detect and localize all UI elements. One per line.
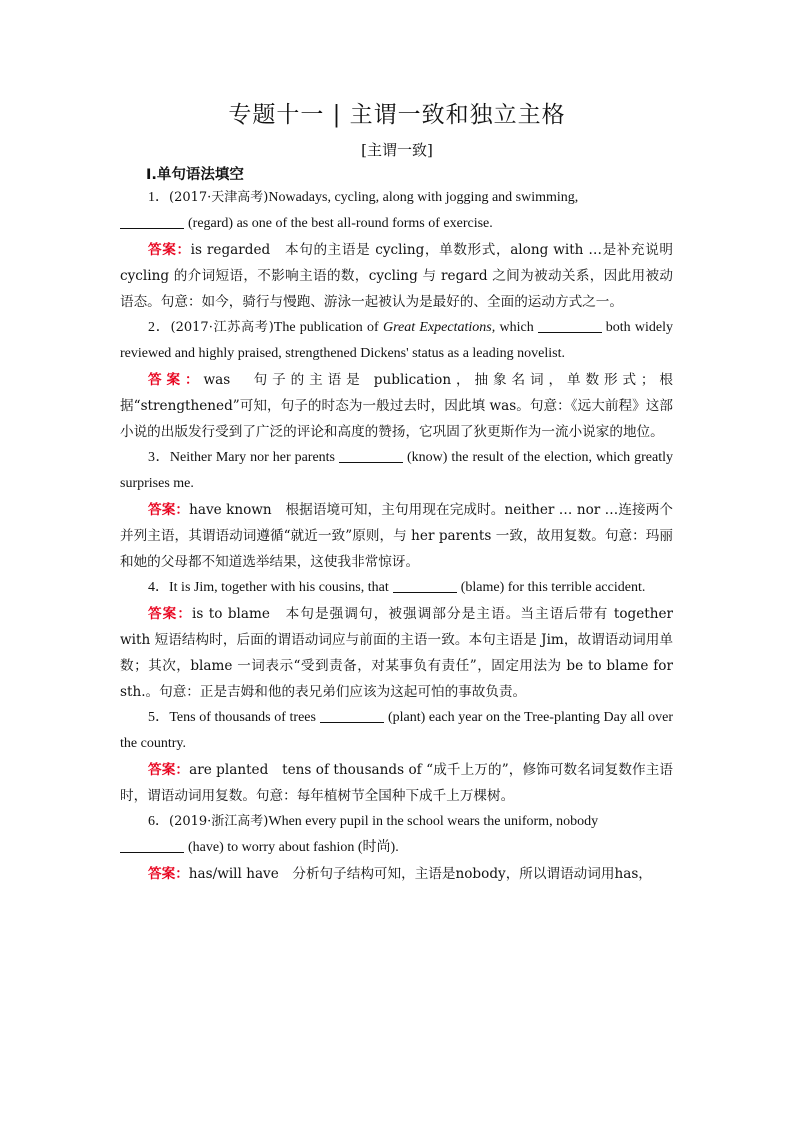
answer-label: 答案 xyxy=(148,372,185,388)
answer-text: was 句子的主语是 publication，抽象名词，单数形式；根据“strengthened”可知，句子的时态为一般过去时，因此填 was。句意：《远大前程》这部小说的出版发行受到了广泛的评论和高度的赞扬，它巩固了狄更斯作为一流小说家的地位。 xyxy=(120,372,674,440)
page-title: 专题十一 | 主谓一致和独立主格 xyxy=(228,102,566,128)
answer-text: have known 根据语境可知，主句用现在完成时。neither … nor …连接两个并列主语，其谓语动词遵循“就近一致”原则，与 her parents 一致，故用复数。句意：玛丽和她的父母都不知道选举结果，这使我非常惊讶。 xyxy=(120,502,674,570)
book-title: Great Expectations, xyxy=(383,320,496,335)
question-number: 3． xyxy=(148,450,170,465)
question-2 xyxy=(120,315,673,367)
question-5 xyxy=(120,705,673,757)
question-list xyxy=(120,185,673,887)
page-subtitle: [主谓一致] xyxy=(361,141,433,159)
answer-label: 答案 xyxy=(148,866,176,882)
answer-blank[interactable] xyxy=(120,838,184,853)
question-number: 6． xyxy=(148,814,169,829)
question-source: (2017·江苏高考) xyxy=(170,320,274,335)
answer-label: 答案 xyxy=(148,242,177,258)
answer-blank[interactable] xyxy=(393,578,457,593)
answer-2 xyxy=(120,367,673,445)
answer-blank[interactable] xyxy=(538,318,602,333)
question-text-after: (regard) as one of the best all-round forms of exercise. xyxy=(188,216,493,231)
question-text-mid: which xyxy=(495,320,534,335)
answer-text: has/will have 分析句子结构可知，主语是nobody，所以谓语动词用has， xyxy=(188,866,652,882)
question-text-before: When every pupil in the school wears the uniform, nobody xyxy=(268,814,599,829)
question-6 xyxy=(120,809,673,835)
question-number: 5． xyxy=(148,710,170,725)
question-text-before: Tens of thousands of trees xyxy=(169,710,316,725)
answer-label-colon: ： xyxy=(177,606,193,622)
question-3 xyxy=(120,445,673,497)
answer-blank[interactable] xyxy=(320,708,384,723)
question-6-cont xyxy=(120,835,673,861)
answer-6 xyxy=(120,861,673,887)
answer-text: are planted tens of thousands of “成千上万的”，修饰可数名词复数作主语时，谓语动词用复数。句意：每年植树节全国种下成千上万棵树。 xyxy=(120,762,674,804)
answer-label-colon: ： xyxy=(176,242,191,258)
question-number: 2． xyxy=(148,320,171,335)
question-source: (2017·天津高考) xyxy=(169,190,269,205)
answer-label-colon: ： xyxy=(175,762,190,778)
answer-3 xyxy=(120,497,673,575)
question-number: 1． xyxy=(148,190,169,205)
section-heading: Ⅰ.单句语法填空 xyxy=(146,167,244,183)
answer-label-colon: ： xyxy=(175,502,190,518)
question-text-before: The publication of xyxy=(273,320,383,335)
question-text-after: (know) the result of the election, which greatly surprises me. xyxy=(120,450,673,491)
answer-label: 答案 xyxy=(148,762,176,778)
answer-label: 答案 xyxy=(148,502,176,518)
answer-label: 答案 xyxy=(148,606,178,622)
answer-text: is to blame 本句是强调句，被强调部分是主语。当主语后带有 together with 短语结构时，后面的谓语动词应与前面的主语一致。本句主语是 Jim，故谓语动词用单数；其次，blame 一词表示“受到责备，对某事负有责任”，固定用法为 be to blame for sth.。句意：正是吉姆和他的表兄弟们应该为这起可怕的事故负责。 xyxy=(120,606,674,700)
answer-label-colon: ： xyxy=(185,372,204,388)
answer-1 xyxy=(120,237,673,315)
answer-blank[interactable] xyxy=(120,214,184,229)
question-text-after: (plant) each year on the Tree-planting Day all over the country. xyxy=(120,710,673,751)
question-source: (2019·浙江高考) xyxy=(169,814,269,829)
question-text-before: Neither Mary nor her parents xyxy=(169,450,336,465)
question-1 xyxy=(120,185,673,211)
answer-5 xyxy=(120,757,673,809)
question-text-after: both widely reviewed and highly praised, strengthened Dickens' status as a leading novelist. xyxy=(120,320,673,361)
question-number: 4． xyxy=(148,580,169,595)
question-4 xyxy=(120,575,673,601)
question-1-cont xyxy=(120,211,673,237)
question-text-after: (blame) for this terrible accident. xyxy=(460,580,646,595)
answer-blank[interactable] xyxy=(339,448,403,463)
question-text-before: It is Jim, together with his cousins, that xyxy=(169,580,389,595)
answer-label-colon: ： xyxy=(175,866,189,882)
answer-text: is regarded 本句的主语是 cycling，单数形式，along with …是补充说明 cycling 的介词短语，不影响主语的数，cycling 与 regard 之间为被动关系，因此用被动语态。句意：如今，骑行与慢跑、游泳一起被认为是最好的、全面的运动方式之一。 xyxy=(120,242,674,310)
question-text-after: (have) to worry about fashion (时尚). xyxy=(188,840,399,855)
question-text-before: Nowadays, cycling, along with jogging and swimming, xyxy=(268,190,579,205)
answer-4 xyxy=(120,601,673,705)
